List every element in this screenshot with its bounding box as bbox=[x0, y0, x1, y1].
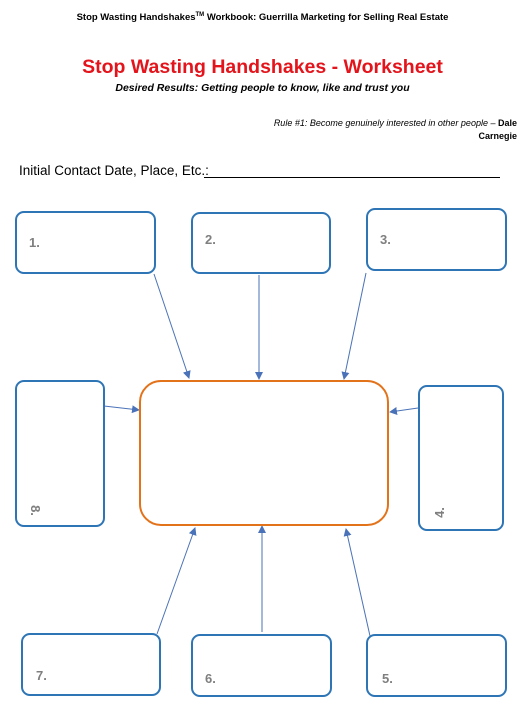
rule-author: Dale Carnegie bbox=[478, 118, 517, 141]
rule-dash: – bbox=[487, 118, 498, 128]
box-8[interactable] bbox=[15, 380, 105, 527]
header-text-rest: Workbook: Guerrilla Marketing for Selling Real Estate bbox=[204, 12, 449, 23]
arrow-7 bbox=[157, 528, 195, 634]
box-7-number: 7. bbox=[36, 668, 47, 683]
box-6[interactable] bbox=[191, 634, 332, 697]
rule-text: Rule #1: Become genuinely interested in other people bbox=[273, 118, 488, 128]
box-3[interactable] bbox=[366, 208, 507, 271]
box-3-number: 3. bbox=[380, 232, 391, 247]
box-4-number: 4. bbox=[431, 507, 447, 518]
trademark-mark: TM bbox=[195, 12, 205, 18]
box-2[interactable] bbox=[191, 212, 331, 274]
worksheet-subtitle: Desired Results: Getting people to know, like and trust you bbox=[115, 82, 410, 94]
arrow-5 bbox=[346, 529, 370, 636]
box-4[interactable] bbox=[418, 385, 504, 531]
header-text: Stop Wasting Handshakes bbox=[76, 12, 196, 23]
box-2-number: 2. bbox=[205, 232, 216, 247]
arrow-1 bbox=[154, 274, 189, 378]
arrow-3 bbox=[344, 273, 366, 379]
box-5-number: 5. bbox=[382, 671, 393, 686]
box-7[interactable] bbox=[21, 633, 161, 696]
box-5[interactable] bbox=[366, 634, 507, 697]
box-6-number: 6. bbox=[205, 671, 216, 686]
worksheet-title: Stop Wasting Handshakes - Worksheet bbox=[82, 56, 443, 78]
arrow-4 bbox=[390, 408, 418, 412]
box-1[interactable] bbox=[15, 211, 156, 274]
contact-label: Initial Contact Date, Place, Etc.: bbox=[19, 163, 209, 178]
box-8-number: 8. bbox=[27, 505, 43, 516]
arrow-8 bbox=[104, 406, 139, 410]
box-1-number: 1. bbox=[29, 235, 40, 250]
center-box[interactable] bbox=[139, 380, 389, 526]
